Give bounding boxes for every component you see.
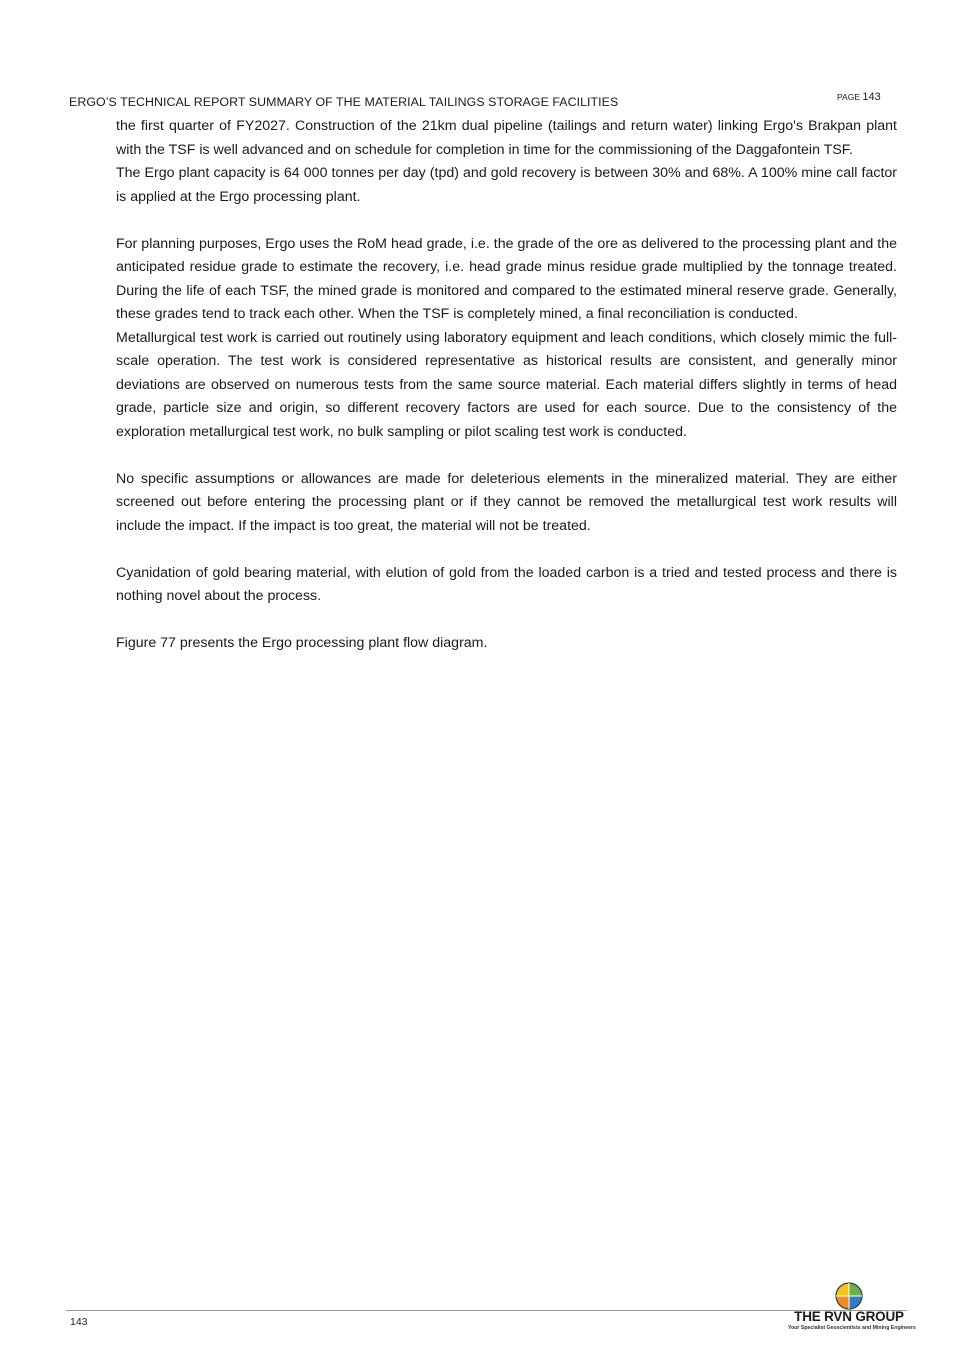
- paragraph: the first quarter of FY2027. Construction of the 21km dual pipeline (tailings and return water) linking Ergo's Brakpan plant with the TSF is well advanced and on schedule for completion in time for the commissioning of the Daggafontein TSF.: [116, 118, 897, 158]
- header-page-number: [837, 91, 881, 103]
- paragraph: Figure 77 presents the Ergo processing plant flow diagram.: [116, 635, 488, 651]
- paragraph: Cyanidation of gold bearing material, with elution of gold from the loaded carbon is a tried and tested process and there is nothing novel about the process.: [116, 564, 897, 604]
- logo-tagline: Your Specialist Geoscientists and Mining Engineers: [788, 1325, 916, 1331]
- logo-pie-icon: [788, 1282, 910, 1312]
- paragraph: No specific assumptions or allowances are made for deleterious elements in the mineralized material. They are either screened out before entering the processing plant or if they cannot be removed the metallurgical test work results will include the impact. If the impact is too great, the material will not be treated.: [116, 470, 897, 534]
- footer-page-number: 143: [70, 1316, 88, 1328]
- paragraph: For planning purposes, Ergo uses the RoM head grade, i.e. the grade of the ore as delivered to the processing plant and the anticipated residue grade to estimate the recovery, i.e. head grade minus residue grade multiplied by the tonnage treated. During the life of each TSF, the mined grade is monitored and compared to the estimated mineral reserve grade. Generally, these grades tend to track each other. When the TSF is completely mined, a final reconciliation is conducted.: [116, 235, 897, 322]
- logo-name: THE RVN GROUP: [794, 1309, 904, 1324]
- company-logo: [788, 1282, 916, 1334]
- page-number: 143: [862, 91, 881, 103]
- footer-divider: [66, 1310, 907, 1311]
- paragraph: Metallurgical test work is carried out routinely using laboratory equipment and leach conditions, which closely mimic the full-scale operation. The test work is considered representative as historical results are consistent, and generally minor deviations are observed on numerous tests from the same source material. Each material differs slightly in terms of head grade, particle size and origin, so different recovery factors are used for each source. Due to the consistency of the exploration metallurgical test work, no bulk sampling or pilot scaling test work is conducted.: [116, 329, 897, 440]
- page-label: PAGE: [837, 92, 860, 102]
- paragraph: The Ergo plant capacity is 64 000 tonnes per day (tpd) and gold recovery is between 30% and 68%. A 100% mine call factor is applied at the Ergo processing plant.: [116, 165, 897, 205]
- body-text: [116, 115, 897, 656]
- document-title: ERGO’S TECHNICAL REPORT SUMMARY OF THE MATERIAL TAILINGS STORAGE FACILITIES: [69, 95, 619, 109]
